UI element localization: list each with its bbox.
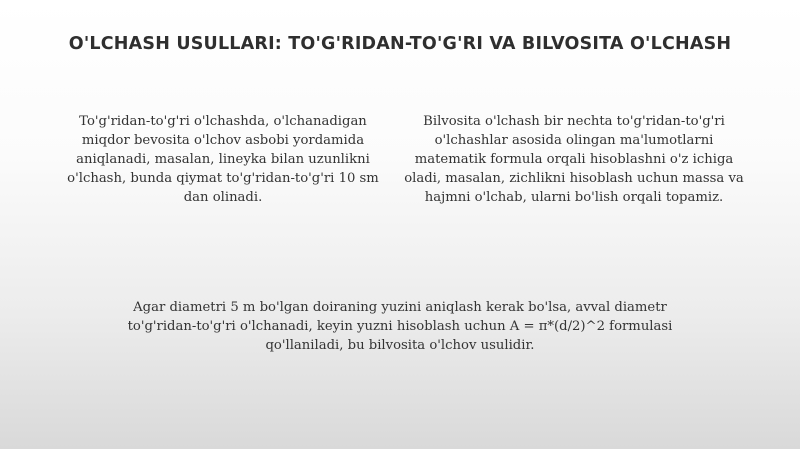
indirect-measurement-paragraph: Bilvosita o'lchash bir nechta to'g'ridan-to'g'ri o'lchashlar asosida olingan ma'lumotlarni matematik formula orqali hisoblashni o'z ichiga oladi, masalan, zichlikni hisoblash uchun massa va hajmni o'lchab, ularni bo'lish orqali topamiz. bbox=[404, 114, 744, 205]
direct-measurement-paragraph: To'g'ridan-to'g'ri o'lchashda, o'lchanadigan miqdor bevosita o'lchov asbobi yordamida aniqlanadi, masalan, lineyka bilan uzunlikni o'lchash, bunda qiymat to'g'ridan-to'g'ri 10 sm dan olinadi. bbox=[67, 114, 379, 205]
example-paragraph: Agar diametri 5 m bo'lgan doiraning yuzini aniqlash kerak bo'lsa, avval diametr to'g'ridan-to'g'ri o'lchanadi, keyin yuzni hisoblash uchun A = π*(d/2)^2 formulasi qo'llaniladi, bu bilvosita o'lchov usulidir. bbox=[127, 300, 673, 353]
slide-title: O'LCHASH USULLARI: TO'G'RIDAN-TO'G'RI VA BILVOSITA O'LCHASH bbox=[68, 34, 732, 54]
